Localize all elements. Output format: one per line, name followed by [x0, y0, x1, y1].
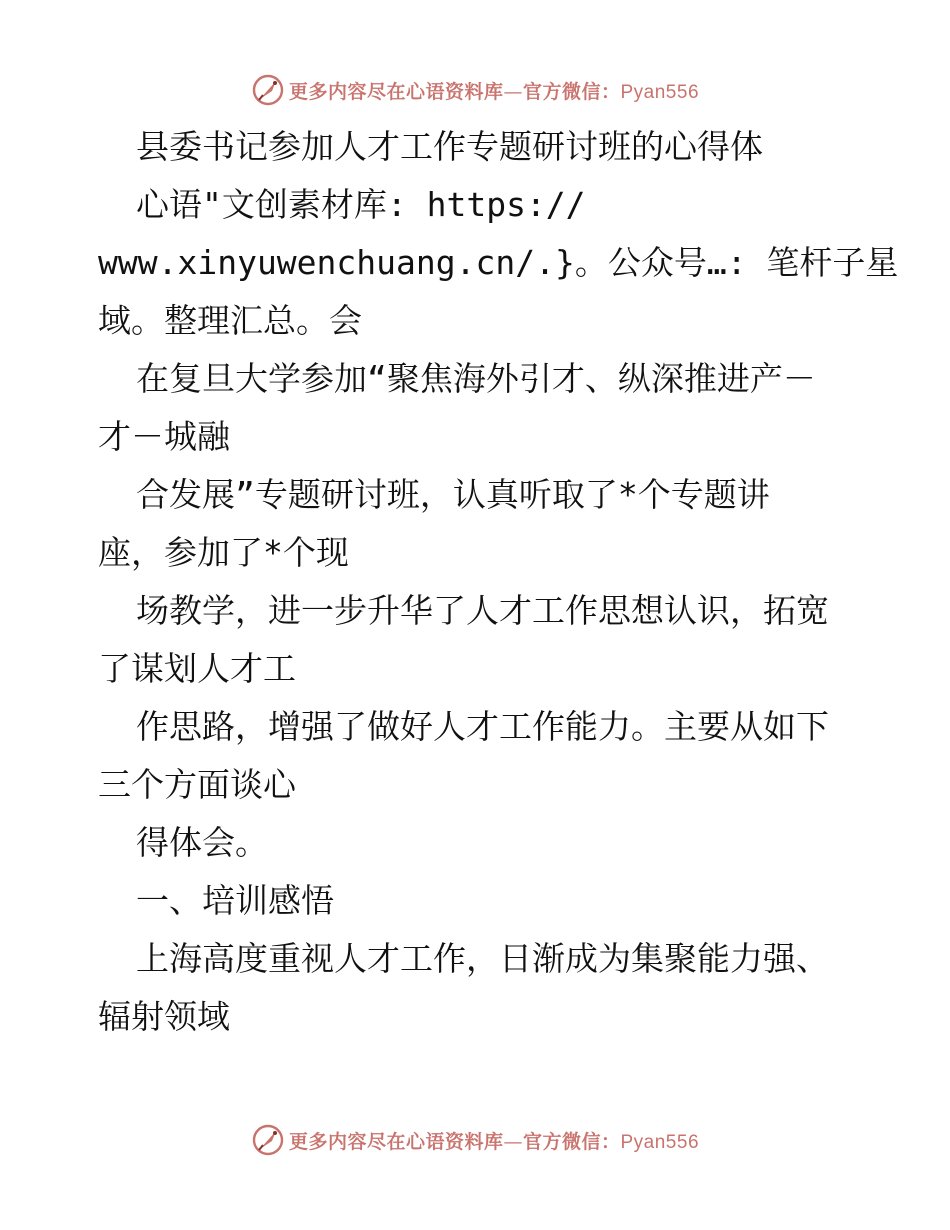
- watermark-separator: —: [503, 1130, 523, 1153]
- watermark-group: [251, 73, 699, 107]
- header-watermark: [0, 70, 950, 110]
- footer-watermark: [0, 1120, 950, 1160]
- watermark-text-block: [289, 77, 699, 104]
- text-line: 域。整理汇总。会: [98, 301, 362, 340]
- text-line: 了谋划人才工: [98, 649, 296, 688]
- watermark-site-text: 更多内容尽在心语资料库: [288, 1130, 504, 1153]
- text-line: 上海高度重视人才工作，日渐成为集聚能力强、: [136, 939, 829, 978]
- document-body: [98, 118, 899, 1046]
- text-line: www.xinyuwenchuang.cn/.}。公众号…: 笔杆子星: [98, 243, 899, 282]
- text-line: 辐射领域: [98, 997, 230, 1036]
- watermark-wechat-label: 官方微信：: [522, 80, 621, 103]
- watermark-wechat-label: 官方微信：: [522, 1130, 621, 1153]
- text-line: 在复旦大学参加“聚焦海外引才、纵深推进产－: [136, 359, 816, 398]
- watermark-group: [251, 1123, 699, 1157]
- text-line: 县委书记参加人才工作专题研讨班的心得体: [136, 127, 763, 166]
- text-line: 座，参加了*个现: [98, 533, 349, 572]
- watermark-site-text: 更多内容尽在心语资料库: [288, 80, 504, 103]
- quill-pen-logo-icon: [251, 1123, 285, 1157]
- text-line: 合发展”专题研讨班，认真听取了*个专题讲: [136, 475, 770, 514]
- text-line: 作思路，增强了做好人才工作能力。主要从如下: [136, 707, 829, 746]
- text-line: 得体会。: [136, 823, 268, 862]
- watermark-wechat-id: Pyan556: [620, 1131, 700, 1153]
- quill-pen-logo-icon: [251, 73, 285, 107]
- watermark-separator: —: [503, 80, 523, 103]
- watermark-wechat-id: Pyan556: [620, 81, 700, 103]
- watermark-text-block: [289, 1127, 699, 1154]
- text-line: 才－城融: [98, 417, 230, 456]
- text-line: 场教学，进一步升华了人才工作思想认识，拓宽: [136, 591, 829, 630]
- text-line: 三个方面谈心: [98, 765, 296, 804]
- section-heading: 一、培训感悟: [136, 881, 334, 920]
- text-line: 心语"文创素材库: https://: [136, 185, 586, 224]
